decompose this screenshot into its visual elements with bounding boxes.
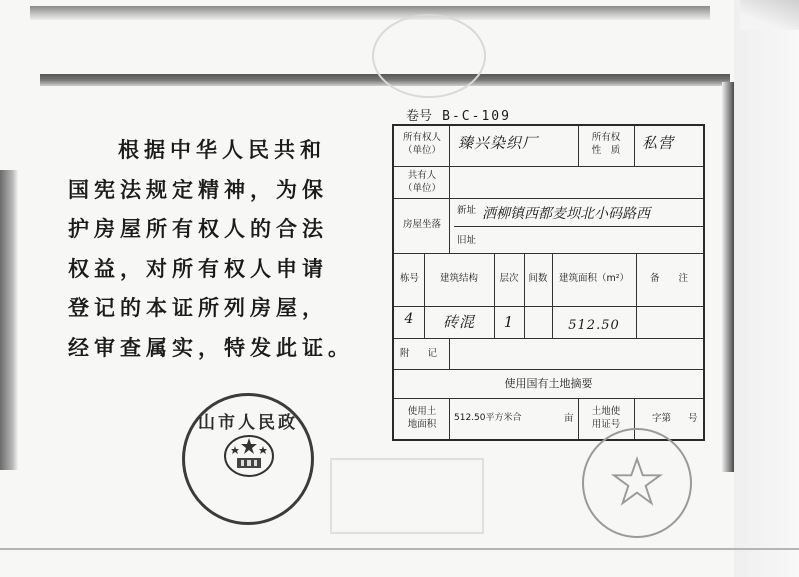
land-area-value: 512.50平方米合 [454,413,522,423]
owner-label: 所有权人 （单位） [402,132,441,156]
land-area-label: 使用土 地面积 [407,406,437,430]
new-address-label: 新址 [457,205,477,216]
bleed-through-seal [372,14,486,98]
old-address-label: 旧址 [457,235,477,246]
co-owner-label: 共有人 （单位） [402,170,441,194]
scan-edge-left [0,170,18,470]
appendix-label: 附 记 [400,348,438,359]
star-icon [584,430,690,536]
declaration-line: 权益，对所有权人申请 [68,255,328,281]
declaration-text [68,130,368,367]
row-structure: 砖混 [442,313,475,331]
volume-value: B-C-109 [442,109,511,124]
declaration-line: 国宪法规定精神，为保 [68,176,328,202]
government-seal [182,393,314,525]
scan-edge-bottom [0,548,799,550]
seal-text: 山市人民政 [198,413,298,433]
ownership-nature-label: 所有权 性 质 [591,132,621,156]
volume-label: 卷号 [406,109,433,124]
scan-margin-right [734,0,799,577]
row-floors: 1 [503,313,515,331]
owner-value: 臻兴染织厂 [458,134,539,152]
scan-edge-right [722,82,734,472]
declaration-line: 登记的本证所列房屋， [68,295,328,320]
volume-number [406,105,511,124]
header-floor-area: 建筑面积（m²） [558,273,630,284]
bleed-through-box [330,458,484,534]
location-label: 房屋坐落 [402,219,441,230]
land-cert-no: 号 [688,413,698,424]
land-cert-label: 土地使 用证号 [591,406,621,430]
national-emblem-icon [221,432,277,478]
header-remarks: 备 注 [649,273,688,284]
row-building-no: 4 [404,311,415,327]
row-floor-area: 512.50 [568,318,620,333]
new-address-value: 洒柳镇西都麦坝北小码路西 [482,206,650,222]
declaration-line: 护房屋所有权人的合法 [68,216,328,241]
ownership-nature-value: 私营 [642,134,675,152]
header-rooms: 间数 [528,273,548,284]
header-structure: 建筑结构 [439,273,478,284]
land-area-unit: 亩 [564,413,574,424]
land-summary-title: 使用国有土地摘要 [504,377,593,390]
registration-form [392,124,705,441]
header-floors: 层次 [499,273,519,284]
scan-corner [740,0,799,30]
scan-edge-top [30,6,710,20]
land-cert-word: 字第 [652,413,672,424]
declaration-line: 经审查属实，特发此证。 [68,334,354,360]
faint-stamp [582,428,692,538]
header-building-no: 栋号 [399,273,419,284]
declaration-line: 根据中华人民共和 [118,137,326,162]
